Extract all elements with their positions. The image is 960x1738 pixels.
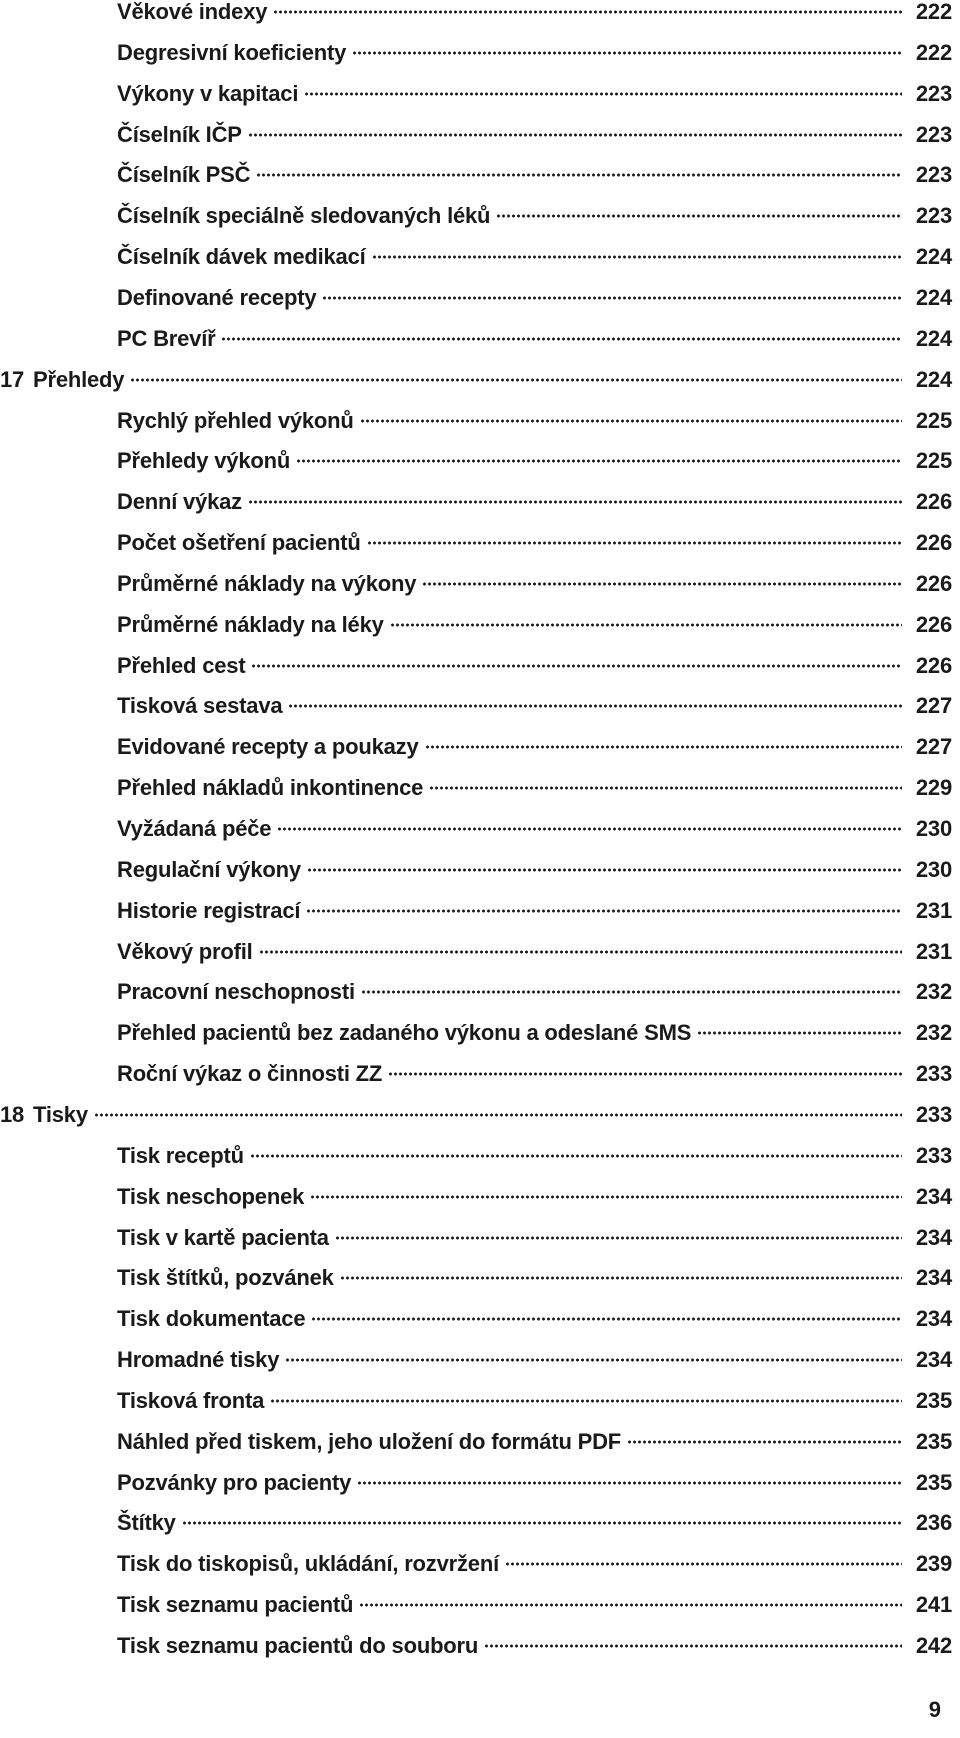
toc-section-row[interactable] [0, 1422, 960, 1462]
toc-dot-leader [277, 826, 902, 832]
toc-section-row[interactable] [0, 564, 960, 604]
toc-dot-leader [310, 1194, 902, 1200]
toc-section-row[interactable] [0, 768, 960, 808]
toc-page-number: 223 [915, 162, 952, 188]
toc-entry-title[interactable]: Denní výkaz [117, 489, 242, 515]
toc-page-number: 229 [915, 775, 952, 801]
toc-entry-title[interactable]: Číselník speciálně sledovaných léků [117, 203, 491, 229]
toc-entry-title[interactable]: Tisk do tiskopisů, ukládání, rozvržení [117, 1551, 499, 1577]
toc-entry [117, 898, 952, 924]
toc-entry-title[interactable]: Tisk štítků, pozvánek [117, 1265, 334, 1291]
toc-dot-leader [322, 295, 902, 301]
page-number: 9 [928, 1697, 941, 1722]
toc-page-number: 236 [915, 1510, 952, 1536]
toc-section-row[interactable] [0, 1463, 960, 1503]
toc-entry [117, 1347, 952, 1373]
toc-dot-leader [250, 1153, 902, 1159]
toc-dot-leader [429, 785, 902, 791]
toc-entry-title[interactable]: Štítky [117, 1510, 176, 1536]
toc-entry [117, 203, 952, 229]
toc-section-row[interactable] [0, 33, 960, 73]
toc-section-row[interactable] [0, 523, 960, 563]
toc-page-number: 234 [915, 1224, 952, 1250]
toc-page-number: 224 [915, 366, 952, 392]
toc-dot-leader [359, 1602, 902, 1608]
toc-page-number: 226 [915, 489, 952, 515]
toc-entry [117, 40, 952, 66]
toc-section-row[interactable] [0, 196, 960, 236]
toc-page-number: 232 [915, 979, 952, 1005]
toc-dot-leader [484, 1643, 902, 1649]
toc-page-number: 230 [915, 856, 952, 882]
toc-entry [117, 571, 952, 597]
toc-entry-title[interactable]: Číselník IČP [117, 121, 242, 147]
toc-dot-leader [221, 336, 902, 342]
toc-section-row[interactable] [0, 1381, 960, 1421]
toc-dot-leader [285, 1357, 902, 1363]
toc-entry-title[interactable]: Přehled cest [117, 652, 246, 678]
toc-entry-title[interactable]: Hromadné tisky [117, 1347, 280, 1373]
toc-entry-title[interactable]: Tisk seznamu pacientů [117, 1592, 354, 1618]
toc-page-number: 234 [915, 1183, 952, 1209]
toc-dot-leader [306, 908, 902, 914]
toc-dot-leader [422, 581, 902, 587]
toc-dot-leader [361, 989, 902, 995]
toc-section-row[interactable] [0, 1258, 960, 1298]
toc-entry-title[interactable]: Číselník dávek medikací [117, 244, 366, 270]
toc-entry-title[interactable]: Přehled nákladů inkontinence [117, 775, 424, 801]
toc-entry-title[interactable]: Tisk neschopenek [117, 1183, 305, 1209]
toc-entry [117, 1633, 952, 1659]
toc-dot-leader [367, 540, 902, 546]
toc-entry [117, 81, 952, 107]
toc-dot-leader [627, 1439, 902, 1445]
toc-page-number: 234 [915, 1306, 952, 1332]
toc-entry-title[interactable]: Tisk v kartě pacienta [117, 1224, 329, 1250]
toc-page-number: 223 [915, 203, 952, 229]
toc-page-number: 231 [915, 897, 952, 923]
toc-dot-leader [357, 1480, 902, 1486]
toc-entry-title[interactable]: Průměrné náklady na výkony [117, 570, 417, 596]
toc-entry-title[interactable]: Degresivní koeficienty [117, 39, 347, 65]
toc-entry [117, 285, 952, 311]
toc-page-number: 232 [915, 1020, 952, 1046]
toc-dot-leader [304, 91, 902, 97]
toc-dot-leader [182, 1520, 902, 1526]
toc-entry-title[interactable]: Věkový profil [117, 938, 253, 964]
toc-page-number: 227 [915, 734, 952, 760]
toc-entry [117, 1592, 952, 1618]
toc-dot-leader [307, 867, 902, 873]
toc-entry-title[interactable]: Evidované recepty a poukazy [117, 734, 419, 760]
toc-section-row[interactable] [0, 237, 960, 277]
toc-entry [117, 1225, 952, 1251]
toc-page-number: 224 [915, 284, 952, 310]
toc-entry-title[interactable]: Rychlý přehled výkonů [117, 407, 354, 433]
toc-entry [117, 1510, 952, 1536]
toc-dot-leader [311, 1316, 902, 1322]
toc-section-row[interactable] [0, 1585, 960, 1625]
toc-section-row[interactable] [0, 605, 960, 645]
toc-dot-leader [697, 1030, 902, 1036]
toc-entry-title[interactable]: Tisky [33, 1101, 88, 1127]
toc-entry [117, 408, 952, 434]
toc-dot-leader [496, 213, 902, 219]
toc-entry [117, 0, 952, 25]
toc-entry [117, 1020, 952, 1046]
toc-dot-leader [270, 1398, 902, 1404]
toc-page-number: 234 [915, 1347, 952, 1373]
toc-entry [117, 1470, 952, 1496]
toc-section-row[interactable] [0, 1503, 960, 1543]
toc-dot-leader [340, 1275, 902, 1281]
toc-section-row[interactable] [0, 809, 960, 849]
toc-section-row[interactable] [0, 646, 960, 686]
toc-section-row[interactable] [0, 482, 960, 522]
toc-entry [117, 244, 952, 270]
toc-page-number: 226 [915, 652, 952, 678]
toc-entry-title[interactable]: Věkové indexy [117, 0, 268, 24]
toc-entry-title[interactable]: Tisk receptů [117, 1142, 244, 1168]
toc-page-number: 224 [915, 325, 952, 351]
toc-entry-title[interactable]: Vyžádaná péče [117, 816, 272, 841]
toc-section-row[interactable] [0, 0, 960, 32]
toc-section-row[interactable] [0, 1340, 960, 1380]
toc-entry-title[interactable]: Tisk dokumentace [117, 1306, 306, 1332]
toc-entry [117, 1143, 952, 1169]
toc-section-row[interactable] [0, 850, 960, 890]
toc-page-number: 241 [915, 1592, 952, 1618]
toc-section-row[interactable] [0, 972, 960, 1012]
toc-entry [117, 489, 952, 515]
toc-entry [117, 162, 952, 188]
toc-entry [117, 979, 952, 1005]
toc-section-row[interactable] [0, 1218, 960, 1258]
toc-entry [117, 693, 952, 719]
toc-entry [117, 612, 952, 638]
toc-entry-title[interactable]: Výkony v kapitaci [117, 80, 299, 106]
toc-section-row[interactable] [0, 441, 960, 481]
toc-entry [117, 1265, 952, 1291]
toc-entry [117, 122, 952, 148]
toc-dot-leader [248, 132, 902, 138]
toc-dot-leader [360, 418, 902, 424]
toc-entry-title[interactable]: Pracovní neschopnosti [117, 979, 355, 1005]
toc-entry-title[interactable]: Tisková sestava [117, 693, 283, 719]
toc-entry [117, 653, 952, 679]
toc-entry [117, 1551, 952, 1577]
toc-entry-title[interactable]: Definované recepty [117, 284, 317, 310]
toc-section-row[interactable] [0, 1626, 960, 1666]
toc-section-row[interactable] [0, 74, 960, 114]
toc-dot-leader [288, 703, 902, 709]
toc-page-number: 230 [915, 816, 952, 841]
toc-entry [117, 1184, 952, 1210]
toc-section-row[interactable] [0, 1544, 960, 1584]
toc-section-row[interactable] [0, 319, 960, 359]
toc-page-number: 233 [915, 1142, 952, 1168]
toc-entry-title[interactable]: PC Brevíř [117, 325, 216, 351]
toc-page-number: 222 [915, 0, 952, 24]
toc-page-number: 227 [915, 693, 952, 719]
toc-entry [117, 530, 952, 556]
toc-entry [33, 1102, 952, 1128]
toc-dot-leader [425, 744, 902, 750]
toc-entry-title[interactable]: Přehled pacientů bez zadaného výkonu a odeslané SMS [117, 1020, 692, 1046]
toc-page-number: 223 [915, 121, 952, 147]
toc-entry-title[interactable]: Pozvánky pro pacienty [117, 1469, 352, 1495]
toc-dot-leader [296, 458, 902, 464]
toc-entry [117, 1429, 952, 1455]
toc-section-row[interactable] [0, 155, 960, 195]
toc-entry [117, 326, 952, 352]
toc-entry-title[interactable]: Roční výkaz o činnosti ZZ [117, 1061, 383, 1087]
toc-dot-leader [352, 50, 902, 56]
toc-page-number: 239 [915, 1551, 952, 1577]
toc-entry [117, 1306, 952, 1332]
toc-dot-leader [273, 9, 902, 15]
toc-page-number: 235 [915, 1428, 952, 1454]
toc-dot-leader [505, 1561, 902, 1567]
toc-section-row[interactable] [0, 686, 960, 726]
toc-entry-title[interactable]: Počet ošetření pacientů [117, 530, 361, 556]
toc-page-number: 235 [915, 1469, 952, 1495]
toc-section-row[interactable] [0, 278, 960, 318]
toc-dot-leader [390, 622, 902, 628]
toc-chapter-row[interactable] [0, 1095, 960, 1135]
toc-dot-leader [251, 663, 902, 669]
toc-dot-leader [259, 949, 902, 955]
toc-entry [117, 816, 952, 842]
toc-entry-title[interactable]: Náhled před tiskem, jeho uložení do formátu PDF [117, 1428, 621, 1454]
toc-entry [117, 775, 952, 801]
toc-entry [117, 448, 952, 474]
toc-page-number: 233 [915, 1101, 952, 1127]
toc-page-number: 225 [915, 407, 952, 433]
toc-section-row[interactable] [0, 1054, 960, 1094]
toc-entry-title[interactable]: Číselník PSČ [117, 162, 251, 188]
toc-entry-title[interactable]: Historie registrací [117, 897, 301, 923]
toc-dot-leader [130, 377, 902, 383]
toc-section-row[interactable] [0, 1299, 960, 1339]
toc-entry [117, 1388, 952, 1414]
toc-page-number: 223 [915, 80, 952, 106]
toc-section-row[interactable] [0, 115, 960, 155]
toc-page-number: 226 [915, 570, 952, 596]
toc-page-number: 224 [915, 244, 952, 270]
toc-chapter-row[interactable] [0, 360, 960, 400]
toc-entry-title[interactable]: Přehledy [33, 366, 125, 392]
toc-entry-title[interactable]: Přehledy výkonů [117, 448, 291, 474]
toc-page-number: 235 [915, 1387, 952, 1413]
toc-entry [117, 857, 952, 883]
toc-section-row[interactable] [0, 1177, 960, 1217]
toc-page-number: 233 [915, 1061, 952, 1087]
toc-section-row[interactable] [0, 932, 960, 972]
toc-entry-title[interactable]: Tisk seznamu pacientů do souboru [117, 1633, 479, 1658]
toc-entry [117, 1061, 952, 1087]
toc-section-row[interactable] [0, 891, 960, 931]
toc-page-number: 222 [915, 39, 952, 65]
toc-dot-leader [388, 1071, 902, 1077]
toc-chapter-number: 18 [0, 1101, 25, 1127]
toc-entry-title[interactable]: Průměrné náklady na léky [117, 611, 384, 637]
toc-entry [117, 734, 952, 760]
toc-section-row[interactable] [0, 401, 960, 441]
toc-chapter-number: 17 [0, 366, 25, 392]
toc-dot-leader [256, 172, 902, 178]
toc-section-row[interactable] [0, 727, 960, 767]
toc-dot-leader [335, 1235, 902, 1241]
toc-section-row[interactable] [0, 1013, 960, 1053]
toc-page-number: 226 [915, 611, 952, 637]
toc-entry-title[interactable]: Tisková fronta [117, 1387, 265, 1413]
toc-dot-leader [94, 1112, 902, 1118]
toc-entry [33, 367, 952, 393]
toc-section-row[interactable] [0, 1136, 960, 1176]
toc-entry-title[interactable]: Regulační výkony [117, 856, 301, 882]
toc-page-number: 242 [915, 1633, 952, 1658]
toc-page-number: 226 [915, 530, 952, 556]
toc-page-number: 225 [915, 448, 952, 474]
toc-dot-leader [372, 254, 902, 260]
toc-page-number: 234 [915, 1265, 952, 1291]
toc-page-number: 231 [915, 938, 952, 964]
toc-dot-leader [248, 499, 902, 505]
toc-entry [117, 939, 952, 965]
